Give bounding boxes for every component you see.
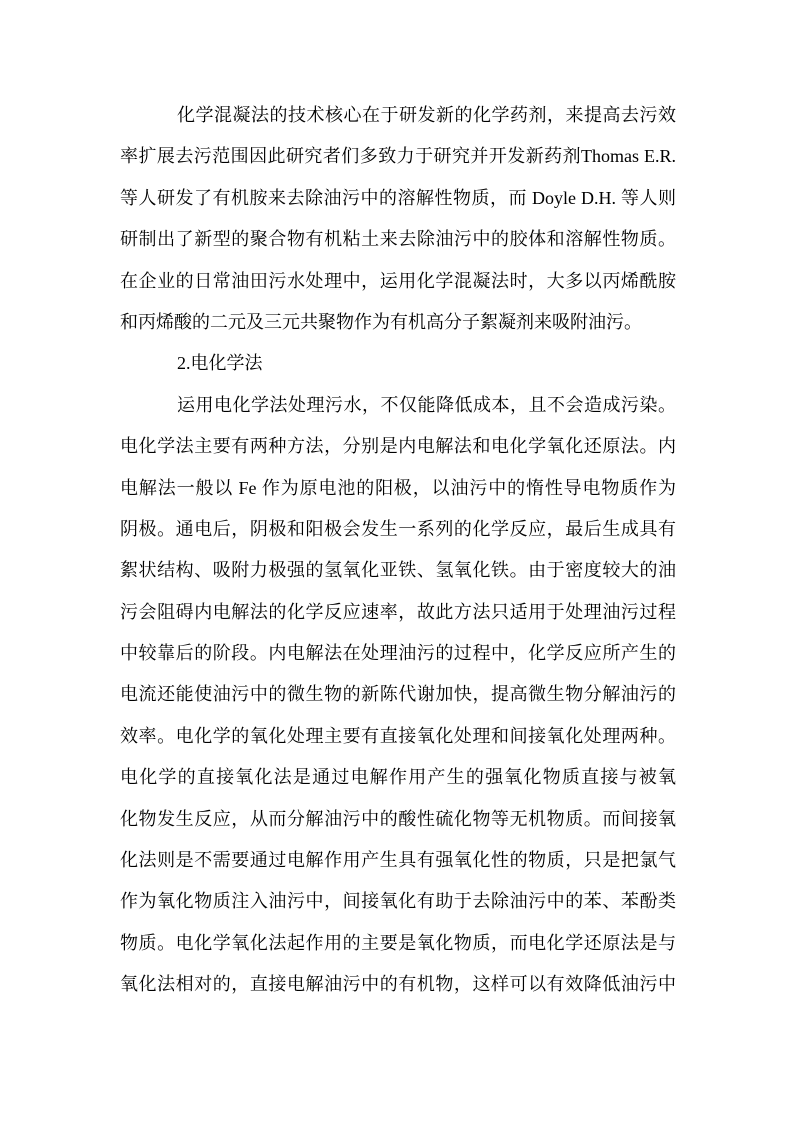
paragraph-line: 物质。电化学氧化法起作用的主要是氧化物质，而电化学还原法是与 — [120, 932, 676, 953]
paragraph-line: 电化学法主要有两种方法，分别是内电解法和电化学氧化还原法。内 — [120, 436, 676, 457]
paragraph-line: 研制出了新型的聚合物有机粘土来去除油污中的胶体和溶解性物质。 — [120, 229, 676, 250]
paragraph-line: 和丙烯酸的二元及三元共聚物作为有机高分子絮凝剂来吸附油污。 — [120, 311, 642, 332]
paragraph-line: 絮状结构、吸附力极强的氢氧化亚铁、氢氧化铁。由于密度较大的油 — [120, 560, 676, 581]
paragraph-line: 化物发生反应，从而分解油污中的酸性硫化物等无机物质。而间接氧 — [120, 808, 676, 829]
paragraph-line: 化法则是不需要通过电解作用产生具有强氧化性的物质，只是把氯气 — [120, 850, 676, 871]
paragraph-line: 率扩展去污范围因此研究者们多致力于研究并开发新药剂Thomas E.R. — [120, 146, 676, 167]
paragraph-line: 电解法一般以 Fe 作为原电池的阳极，以油污中的惰性导电物质作为 — [120, 477, 676, 498]
section-heading: 2.电化学法 — [177, 353, 263, 374]
body-text — [120, 95, 676, 1006]
paragraph-line: 中较靠后的阶段。内电解法在处理油污的过程中，化学反应所产生的 — [120, 643, 676, 664]
paragraph-line: 等人研发了有机胺来去除油污中的溶解性物质，而 Doyle D.H. 等人则 — [120, 187, 676, 208]
paragraph-line: 阴极。通电后，阴极和阳极会发生一系列的化学反应，最后生成具有 — [120, 518, 676, 539]
paragraph-chemical-coagulation — [120, 95, 676, 343]
paragraph-line: 电化学的直接氧化法是通过电解作用产生的强氧化物质直接与被氧 — [120, 767, 676, 788]
paragraph-line: 在企业的日常油田污水处理中，运用化学混凝法时，大多以丙烯酰胺 — [120, 270, 676, 291]
paragraph-line: 氧化法相对的，直接电解油污中的有机物，这样可以有效降低油污中 — [120, 974, 676, 995]
paragraph-line: 运用电化学法处理污水，不仅能降低成本，且不会造成污染。 — [177, 394, 676, 415]
paragraph-line: 电流还能使油污中的微生物的新陈代谢加快，提高微生物分解油污的 — [120, 684, 676, 705]
paragraph-line: 化学混凝法的技术核心在于研发新的化学药剂，来提高去污效 — [177, 105, 676, 125]
paragraph-line: 效率。电化学的氧化处理主要有直接氧化处理和间接氧化处理两种。 — [120, 725, 676, 746]
paragraph-electrochemical — [120, 385, 676, 1006]
paragraph-line: 污会阻碍内电解法的化学反应速率，故此方法只适用于处理油污过程 — [120, 601, 676, 622]
paragraph-line: 作为氧化物质注入油污中，间接氧化有助于去除油污中的苯、苯酚类 — [120, 891, 676, 912]
